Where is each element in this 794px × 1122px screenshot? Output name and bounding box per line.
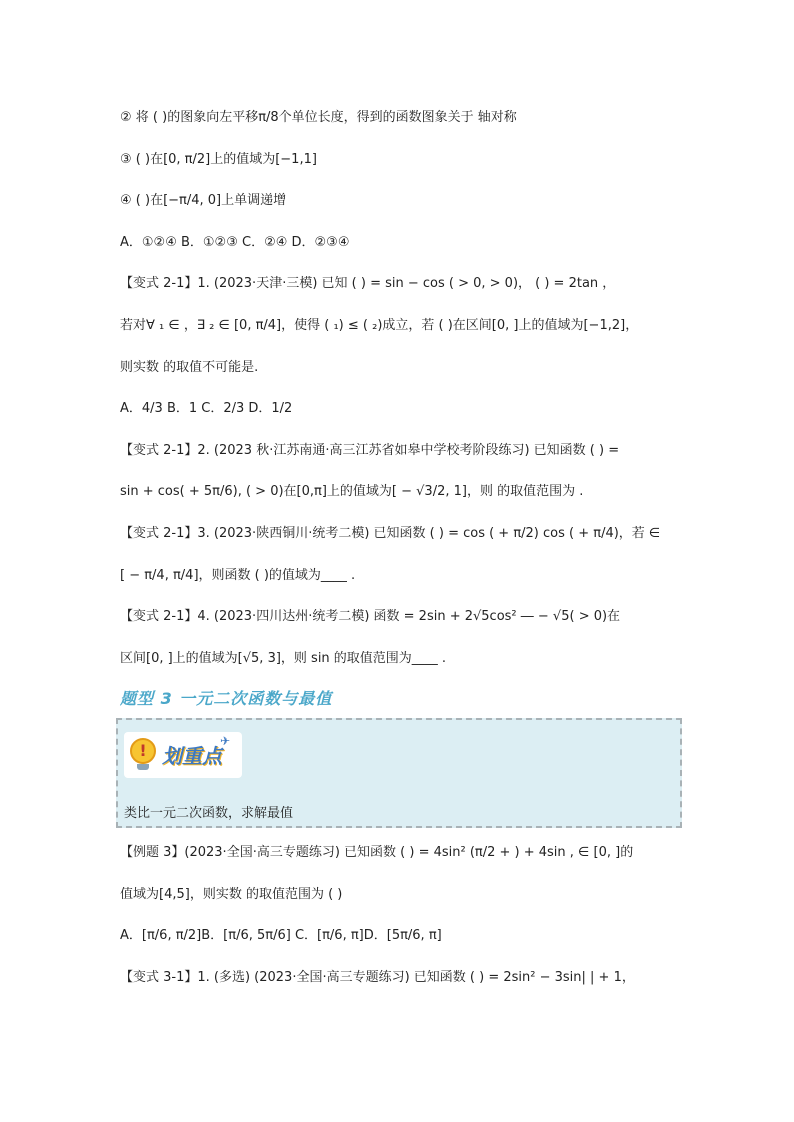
text-line: 【变式 2-1】1. (2023·天津·三模) 已知 ( ) = sin − cos ( > 0, > 0)， ( ) = 2tan ， <box>120 276 616 291</box>
key-point-banner <box>124 732 242 778</box>
text-line: ② 将 ( )的图象向左平移π/8个单位长度，得到的函数图象关于 轴对称 <box>120 110 517 125</box>
paper-plane-icon: ✈ <box>220 734 231 748</box>
text-line: 值域为[4,5]，则实数 的取值范围为 ( ) <box>120 887 343 902</box>
lightbulb-base-icon <box>137 764 149 770</box>
text-line: 区间[0, ]上的值域为[√5, 3]，则 sin 的取值范围为____ . <box>120 651 447 666</box>
text-line: A．[π/6, π/2]B．[π/6, 5π/6] C．[π/6, π]D．[5π/6, π] <box>120 928 442 943</box>
key-point-text: 类比一元二次函数，求解最值 <box>124 806 294 821</box>
text-line: 【变式 2-1】4. (2023·四川达州·统考二模) 函数 = 2sin + 2√5cos² ― − √5( > 0)在 <box>120 609 621 624</box>
text-line: [ − π/4, π/4]，则函数 ( )的值域为____ . <box>120 568 356 583</box>
key-point-banner-text: 划重点 <box>162 744 222 768</box>
text-line: 【变式 2-1】2. (2023 秋·江苏南通·高三江苏省如皋中学校考阶段练习) 已知函数 ( ) = <box>120 443 620 458</box>
text-line: 若对∀ ₁ ∈ ，∃ ₂ ∈ [0, π/4]，使得 ( ₁) ≤ ( ₂)成立，若 ( )在区间[0, ]上的值域为[−1,2]， <box>120 318 639 333</box>
text-line: ④ ( )在[−π/4, 0]上单调递增 <box>120 193 287 208</box>
lightbulb-icon: ! <box>130 738 156 764</box>
text-line: 则实数 的取值不可能是. <box>120 360 259 375</box>
text-line: A．4/3 B．1 C．2/3 D．1/2 <box>120 401 293 416</box>
text-line: ③ ( )在[0, π/2]上的值域为[−1,1] <box>120 152 317 167</box>
text-line: 【变式 2-1】3. (2023·陕西铜川·统考二模) 已知函数 ( ) = cos ( + π/2) cos ( + π/4)，若 ∈ <box>120 526 661 541</box>
section-title: 题型 3 一元二次函数与最值 <box>120 689 333 708</box>
text-line: A．①②④ B．①②③ C．②④ D．②③④ <box>120 235 350 250</box>
key-point-box <box>116 718 682 828</box>
text-line: 【例题 3】(2023·全国·高三专题练习) 已知函数 ( ) = 4sin² (π/2 + ) + 4sin , ∈ [0, ]的 <box>120 845 634 860</box>
text-line: sin + cos( + 5π/6), ( > 0)在[0,π]上的值域为[ − √3/2, 1]，则 的取值范围为 . <box>120 484 584 499</box>
text-line: 【变式 3-1】1. (多选) (2023·全国·高三专题练习) 已知函数 ( ) = 2sin² − 3sin| | + 1， <box>120 970 635 985</box>
